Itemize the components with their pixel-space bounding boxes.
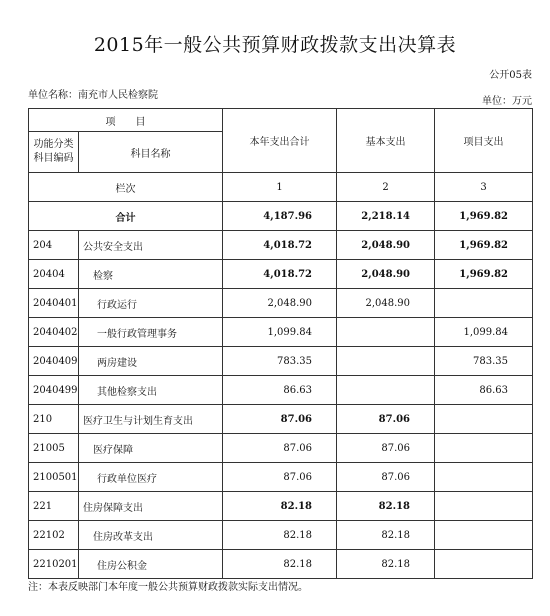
total-basic: 2,218.14 [337,202,435,231]
row-code: 2040401 [29,289,79,318]
row-code: 22102 [29,521,79,550]
table-row [29,347,533,376]
row-name: 医疗卫生与计划生育支出 [79,405,223,434]
col-index-1: 1 [223,173,337,202]
row-total: 82.18 [223,521,337,550]
row-code: 21005 [29,434,79,463]
row-code: 204 [29,231,79,260]
header-total: 本年支出合计 [223,109,337,173]
budget-table [28,108,533,579]
total-project: 1,969.82 [435,202,533,231]
row-basic: 2,048.90 [337,289,435,318]
row-basic: 87.06 [337,434,435,463]
row-code: 20404 [29,260,79,289]
row-name: 公共安全支出 [79,231,223,260]
row-basic: 87.06 [337,463,435,492]
table-row [29,550,533,579]
row-code: 210 [29,405,79,434]
row-basic: 82.18 [337,492,435,521]
row-name: 行政运行 [79,289,223,318]
row-project [435,492,533,521]
row-code: 2040499 [29,376,79,405]
row-total: 82.18 [223,550,337,579]
row-name: 检察 [79,260,223,289]
total-amount: 4,187.96 [223,202,337,231]
row-total: 87.06 [223,434,337,463]
table-row [29,521,533,550]
row-total: 87.06 [223,463,337,492]
table-row [29,260,533,289]
row-name: 住房保障支出 [79,492,223,521]
header-subject-name: 科目名称 [79,132,223,173]
header-basic: 基本支出 [337,109,435,173]
row-project: 783.35 [435,347,533,376]
row-basic: 82.18 [337,521,435,550]
row-name: 一般行政管理事务 [79,318,223,347]
row-code: 2040402 [29,318,79,347]
header-func-code: 功能分类 科目编码 [29,132,79,173]
row-project [435,463,533,492]
row-name: 住房改革支出 [79,521,223,550]
col-index-3: 3 [435,173,533,202]
row-basic [337,318,435,347]
table-row [29,376,533,405]
row-project: 1,969.82 [435,231,533,260]
row-total: 86.63 [223,376,337,405]
row-total: 4,018.72 [223,231,337,260]
header-lanci: 栏次 [29,173,223,202]
row-project: 1,099.84 [435,318,533,347]
table-row [29,405,533,434]
row-basic: 2,048.90 [337,231,435,260]
row-basic: 87.06 [337,405,435,434]
table-row [29,434,533,463]
row-basic [337,347,435,376]
row-project [435,289,533,318]
row-total: 4,018.72 [223,260,337,289]
unit-name: 单位名称：南充市人民检察院 [28,90,158,101]
row-code: 2100501 [29,463,79,492]
row-project: 86.63 [435,376,533,405]
row-name: 两房建设 [79,347,223,376]
unit-label: 单位：万元 [482,96,532,107]
row-total: 82.18 [223,492,337,521]
table-row [29,318,533,347]
row-name: 住房公积金 [79,550,223,579]
row-total: 2,048.90 [223,289,337,318]
table-row [29,463,533,492]
row-code: 2040409 [29,347,79,376]
row-total: 1,099.84 [223,318,337,347]
row-project: 1,969.82 [435,260,533,289]
table-row [29,289,533,318]
row-code: 2210201 [29,550,79,579]
row-name: 医疗保障 [79,434,223,463]
header-project: 项目支出 [435,109,533,173]
row-project [435,405,533,434]
row-basic [337,376,435,405]
row-total: 783.35 [223,347,337,376]
col-index-2: 2 [337,173,435,202]
row-basic: 2,048.90 [337,260,435,289]
row-name: 行政单位医疗 [79,463,223,492]
footnote: 注：本表反映部门本年度一般公共预算财政拨款实际支出情况。 [28,582,308,593]
row-total: 87.06 [223,405,337,434]
row-project [435,521,533,550]
form-number: 公开05表 [489,70,532,81]
row-code: 221 [29,492,79,521]
row-basic: 82.18 [337,550,435,579]
header-item: 项 目 [29,109,223,132]
page-title: 2015年一般公共预算财政拨款支出决算表 [93,34,457,56]
table-row [29,492,533,521]
total-label: 合计 [29,202,223,231]
row-project [435,434,533,463]
table-row [29,231,533,260]
row-name: 其他检察支出 [79,376,223,405]
row-project [435,550,533,579]
